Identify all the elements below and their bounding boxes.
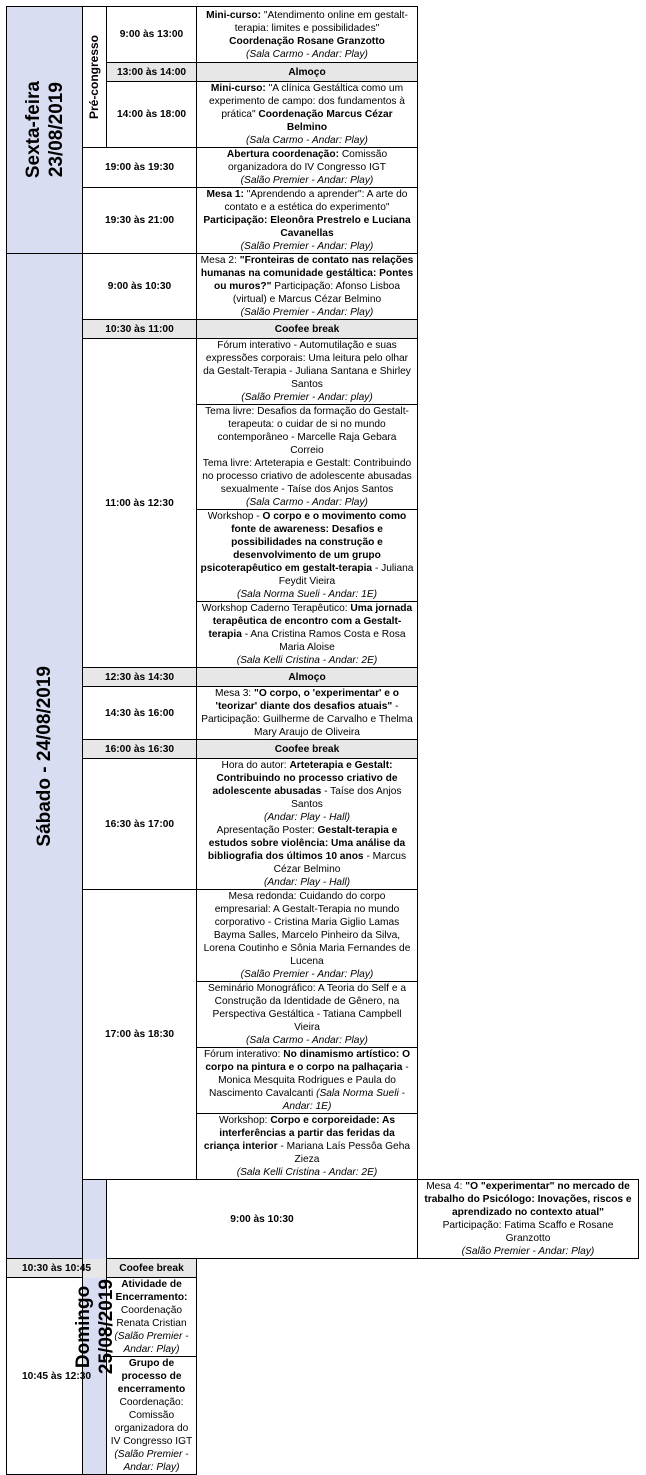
break-cell: Almoço [197, 668, 418, 687]
session-cell: Mesa 3: "O corpo, o 'experimentar' e o 'teorizar' diante dos desafios atuais" - Participação: Guilherme de Carvalho e Thelma Mary Araujo de Oliveira [197, 687, 418, 740]
session-cell: Apresentação Poster: Gestalt-terapia e estudos sobre violência: Uma análise da bibliografia dos últimos 10 anos - Marcus Cézar Belmino (Andar: Play - Hall) [197, 824, 418, 890]
time-cell: 10:30 às 11:00 [83, 320, 197, 339]
room-label: (Sala Carmo - Andar: Play) [246, 135, 368, 146]
session-cell: Mesa 1: "Aprendendo a aprender": A arte do contato e a estética do experimento" Participação: Eleonôra Prestrelo e Luciana Cavanellas (Salão Premier - Andar: Play) [197, 188, 418, 254]
session-cell: Grupo de processo de encerramento Coordenação: Comissão organizadora do IV Congresso IGT (Salão Premier - Andar: Play) [107, 1357, 197, 1475]
session-cell: Workshop: Corpo e corporeidade: As interferências a partir das feridas da criança interior - Mariana Laís Pessôa Geha Zieza (Sala Kelli Cristina - Andar: 2E) [197, 1114, 418, 1180]
time-cell: 10:30 às 10:45 [7, 1259, 107, 1278]
session-cell: Mesa redonda: Cuidando do corpo empresarial: A Gestalt-Terapia no mundo corporativo - Cristina Maria Giglio Lamas Bayma Salles, Marcelo Pinheiro da Silva, Lorena Coutinho e Sônia Maria Fernandes de Lucena (Salão Premier - Andar: Play) [197, 890, 418, 982]
session-cell: Workshop Caderno Terapêutico: Uma jornada terapêutica de encontro com a Gestalt-terapia - Ana Cristina Ramos Costa e Rosa Maria Aloise (Sala Kelli Cristina - Andar: 2E) [197, 602, 418, 668]
session-cell: Workshop - O corpo e o movimento como fonte de awareness: Desafios e possibilidades na construção e desenvolvimento de um grupo psicoterapêutico em gestalt-terapia - Juliana Feydit Vieira (Sala Norma Sueli - Andar: 1E) [197, 510, 418, 602]
time-cell: 13:00 às 14:00 [107, 63, 197, 82]
session-cell: Mini-curso: "A clínica Gestáltica como um experimento de campo: dos fundamentos à prática" Coordenação Marcus Cézar Belmino (Sala Carmo - Andar: Play) [197, 82, 418, 148]
break-cell: Coofee break [107, 1259, 197, 1278]
session-cell: Abertura coordenação: Comissão organizadora do IV Congresso IGT (Salão Premier - Andar: Play) [197, 148, 418, 188]
room-label: (Salão Premier - Andar: Play) [114, 1449, 189, 1473]
session-cell: Tema livre: Desafios da formação do Gestalt-terapeuta: o cuidar de si no mundo contemporâneo - Marcelle Raja Gebara Correio Tema livre: Arteterapia e Gestalt: Contribuindo no processo criativo de adolescente abusadas sexualmente - Taíse dos Anjos Santos (Sala Carmo - Andar: Play) [197, 405, 418, 510]
room-label: (Salão Premier - Andar: Play) [114, 1331, 189, 1355]
time-cell: 10:45 às 12:30 [7, 1278, 107, 1475]
session-cell: Mesa 4: "O "experimentar" no mercado de trabalho do Psicólogo: Inovações, riscos e aprendizado no contexto atual" Participação: Fatima Scaffo e Rosane Granzotto (Salão Premier - Andar: Play) [418, 1180, 639, 1259]
time-cell: 9:00 às 13:00 [107, 7, 197, 63]
break-cell: Coofee break [197, 320, 418, 339]
session-cell: Atividade de Encerramento: Coordenação Renata Cristian (Salão Premier - Andar: Play) [107, 1278, 197, 1357]
room-label: (Sala Kelli Cristina - Andar: 2E) [236, 1167, 378, 1178]
time-cell: 16:00 às 16:30 [83, 740, 197, 759]
pre-congress-label: Pré-congresso [83, 7, 107, 148]
time-cell: 19:00 às 19:30 [83, 148, 197, 188]
room-label: (Andar: Play - Hall) [263, 812, 351, 823]
time-cell: 17:00 às 18:30 [83, 890, 197, 1180]
room-label: (Salão Premier - Andar: Play) [461, 1246, 595, 1257]
day-name: Sexta-feira [22, 81, 44, 179]
time-cell: 14:30 às 16:00 [83, 687, 197, 740]
time-cell: 16:30 às 17:00 [83, 759, 197, 890]
room-label: (Sala Kelli Cristina - Andar: 2E) [236, 655, 378, 666]
room-label: (Salão Premier - Andar: Play) [240, 307, 374, 318]
time-cell: 11:00 às 12:30 [83, 339, 197, 668]
room-label: (Sala Norma Sueli - Andar: 1E) [236, 589, 378, 600]
room-label: (Sala Carmo - Andar: Play) [246, 48, 368, 60]
break-cell: Almoço [197, 63, 418, 82]
room-label: (Salão Premier - Andar: play) [241, 392, 373, 403]
time-cell: 9:00 às 10:30 [107, 1180, 418, 1259]
session-cell: Fórum interativo - Automutilação e suas expressões corporais: Uma leitura pelo olhar da Gestalt-Terapia - Juliana Santana e Shirley Santos (Salão Premier - Andar: play) [197, 339, 418, 405]
room-label: (Sala Carmo - Andar: Play) [246, 497, 368, 508]
room-label: (Salão Premier - Andar: Play) [240, 175, 374, 186]
room-label: (Sala Carmo - Andar: Play) [246, 1035, 368, 1046]
time-cell: 9:00 às 10:30 [83, 254, 197, 320]
schedule-table [6, 6, 639, 1475]
day-name: Sábado - 24/08/2019 [34, 665, 55, 847]
day-name: Domingo [72, 1285, 94, 1369]
session-cell: Seminário Monográfico: A Teoria do Self e a Construção da Identidade de Gênero, na Perspectiva Gestáltica - Tatiana Campbell Vieira (Sala Carmo - Andar: Play) [197, 982, 418, 1048]
room-label: (Salão Premier - Andar: Play) [240, 969, 374, 980]
session-cell: Mesa 2: "Fronteiras de contato nas relações humanas na comunidade gestáltica: Pontes ou muros?" Participação: Afonso Lisboa (virtual) e Marcus Cézar Belmino (Salão Premier - Andar: Play) [197, 254, 418, 320]
session-cell: Fórum interativo: No dinamismo artístico: O corpo na pintura e o corpo na palhaçaria - Monica Mesquita Rodrigues e Paula do Nascimento Cavalcanti (Sala Norma Sueli - Andar: 1E) [197, 1048, 418, 1114]
day-date: 25/08/2019 [95, 1279, 117, 1375]
room-label: (Andar: Play - Hall) [263, 877, 351, 888]
room-label: (Sala Norma Sueli - Andar: 1E) [282, 1088, 405, 1112]
day-date: 23/08/2019 [45, 82, 67, 178]
break-cell: Coofee break [197, 740, 418, 759]
day-label-friday [7, 7, 83, 254]
day-label-saturday [7, 254, 83, 1259]
session-cell: Mini-curso: "Atendimento online em gestalt-terapia: limites e possibilidades" Coordenação Rosane Granzotto (Sala Carmo - Andar: Play) [197, 7, 418, 63]
session-cell: Hora do autor: Arteterapia e Gestalt: Contribuindo no processo criativo de adolescente abusadas - Taíse dos Anjos Santos (Andar: Play - Hall) [197, 759, 418, 825]
time-cell: 19:30 às 21:00 [83, 188, 197, 254]
room-label: (Salão Premier - Andar: Play) [240, 241, 374, 252]
time-cell: 12:30 às 14:30 [83, 668, 197, 687]
time-cell: 14:00 às 18:00 [107, 82, 197, 148]
